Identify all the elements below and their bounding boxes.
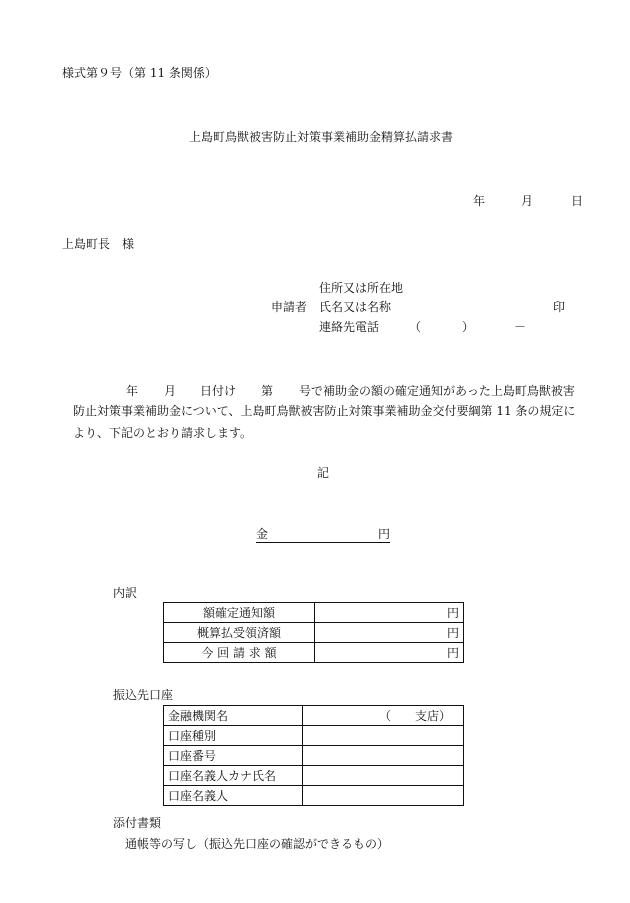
breakdown-value: 円 [315, 643, 464, 663]
phone-paren-close: ） [462, 320, 475, 334]
bank-table [163, 705, 464, 806]
amount-line [256, 528, 390, 543]
bank-label: 口座名義人カナ氏名 [164, 766, 303, 786]
table-row [164, 706, 464, 726]
bank-value [303, 766, 464, 786]
bank-heading: 振込先口座 [113, 688, 174, 702]
document-title: 上島町鳥獣被害防止対策事業補助金精算払請求書 [189, 130, 454, 144]
bank-value [303, 726, 464, 746]
breakdown-label: 概算払受領済額 [164, 623, 315, 643]
body-line2: 防止対策事業補助金について、上島町鳥獣被害防止対策事業補助金交付要綱第 11 条の規定に [73, 404, 576, 418]
bank-value: （ 支店） [303, 706, 464, 726]
bank-label: 金融機関名 [164, 706, 303, 726]
table-row [164, 623, 464, 643]
ki-heading: 記 [317, 466, 330, 480]
table-row [164, 766, 464, 786]
breakdown-label: 今 回 請 求 額 [164, 643, 315, 663]
bank-label: 口座番号 [164, 746, 303, 766]
table-row [164, 746, 464, 766]
breakdown-value: 円 [315, 623, 464, 643]
table-row [164, 726, 464, 746]
phone-paren-open: （ [409, 320, 422, 334]
breakdown-label: 額確定通知額 [164, 603, 315, 623]
seal-mark: 印 [553, 300, 566, 314]
attachments-heading: 添付書類 [113, 816, 162, 830]
body-line3: より、下記のとおり請求します。 [73, 426, 253, 440]
amount-yen: 円 [377, 527, 390, 541]
phone-dash: － [514, 320, 527, 334]
body-line1-rest: 号で補助金の額の確定通知があった上島町鳥獣被害 [299, 384, 575, 398]
phone-label: 連絡先電話 [319, 320, 380, 334]
table-row [164, 603, 464, 623]
date-month: 月 [521, 194, 534, 208]
addressee: 上島町長 様 [62, 237, 135, 251]
table-row [164, 643, 464, 663]
body-dai: 第 [261, 384, 274, 398]
bank-label: 口座種別 [164, 726, 303, 746]
bank-value [303, 746, 464, 766]
breakdown-table [163, 602, 464, 663]
address-label: 住所又は所在地 [319, 281, 404, 295]
table-row [164, 786, 464, 806]
applicant-label: 申請者 [271, 300, 308, 314]
body-month: 月 [164, 384, 177, 398]
bank-value [303, 786, 464, 806]
date-day: 日 [571, 194, 584, 208]
breakdown-value: 円 [315, 603, 464, 623]
date-year: 年 [473, 194, 486, 208]
form-number: 様式第９号（第 11 条関係） [62, 66, 217, 80]
body-year: 年 [126, 384, 139, 398]
body-date-suffix: 日付け [200, 384, 237, 398]
amount-kin: 金 [256, 527, 269, 541]
bank-label: 口座名義人 [164, 786, 303, 806]
breakdown-heading: 内訳 [113, 586, 138, 600]
name-label: 氏名又は名称 [319, 300, 392, 314]
attachments-item: 通帳等の写し（振込先口座の確認ができるもの） [125, 837, 390, 851]
